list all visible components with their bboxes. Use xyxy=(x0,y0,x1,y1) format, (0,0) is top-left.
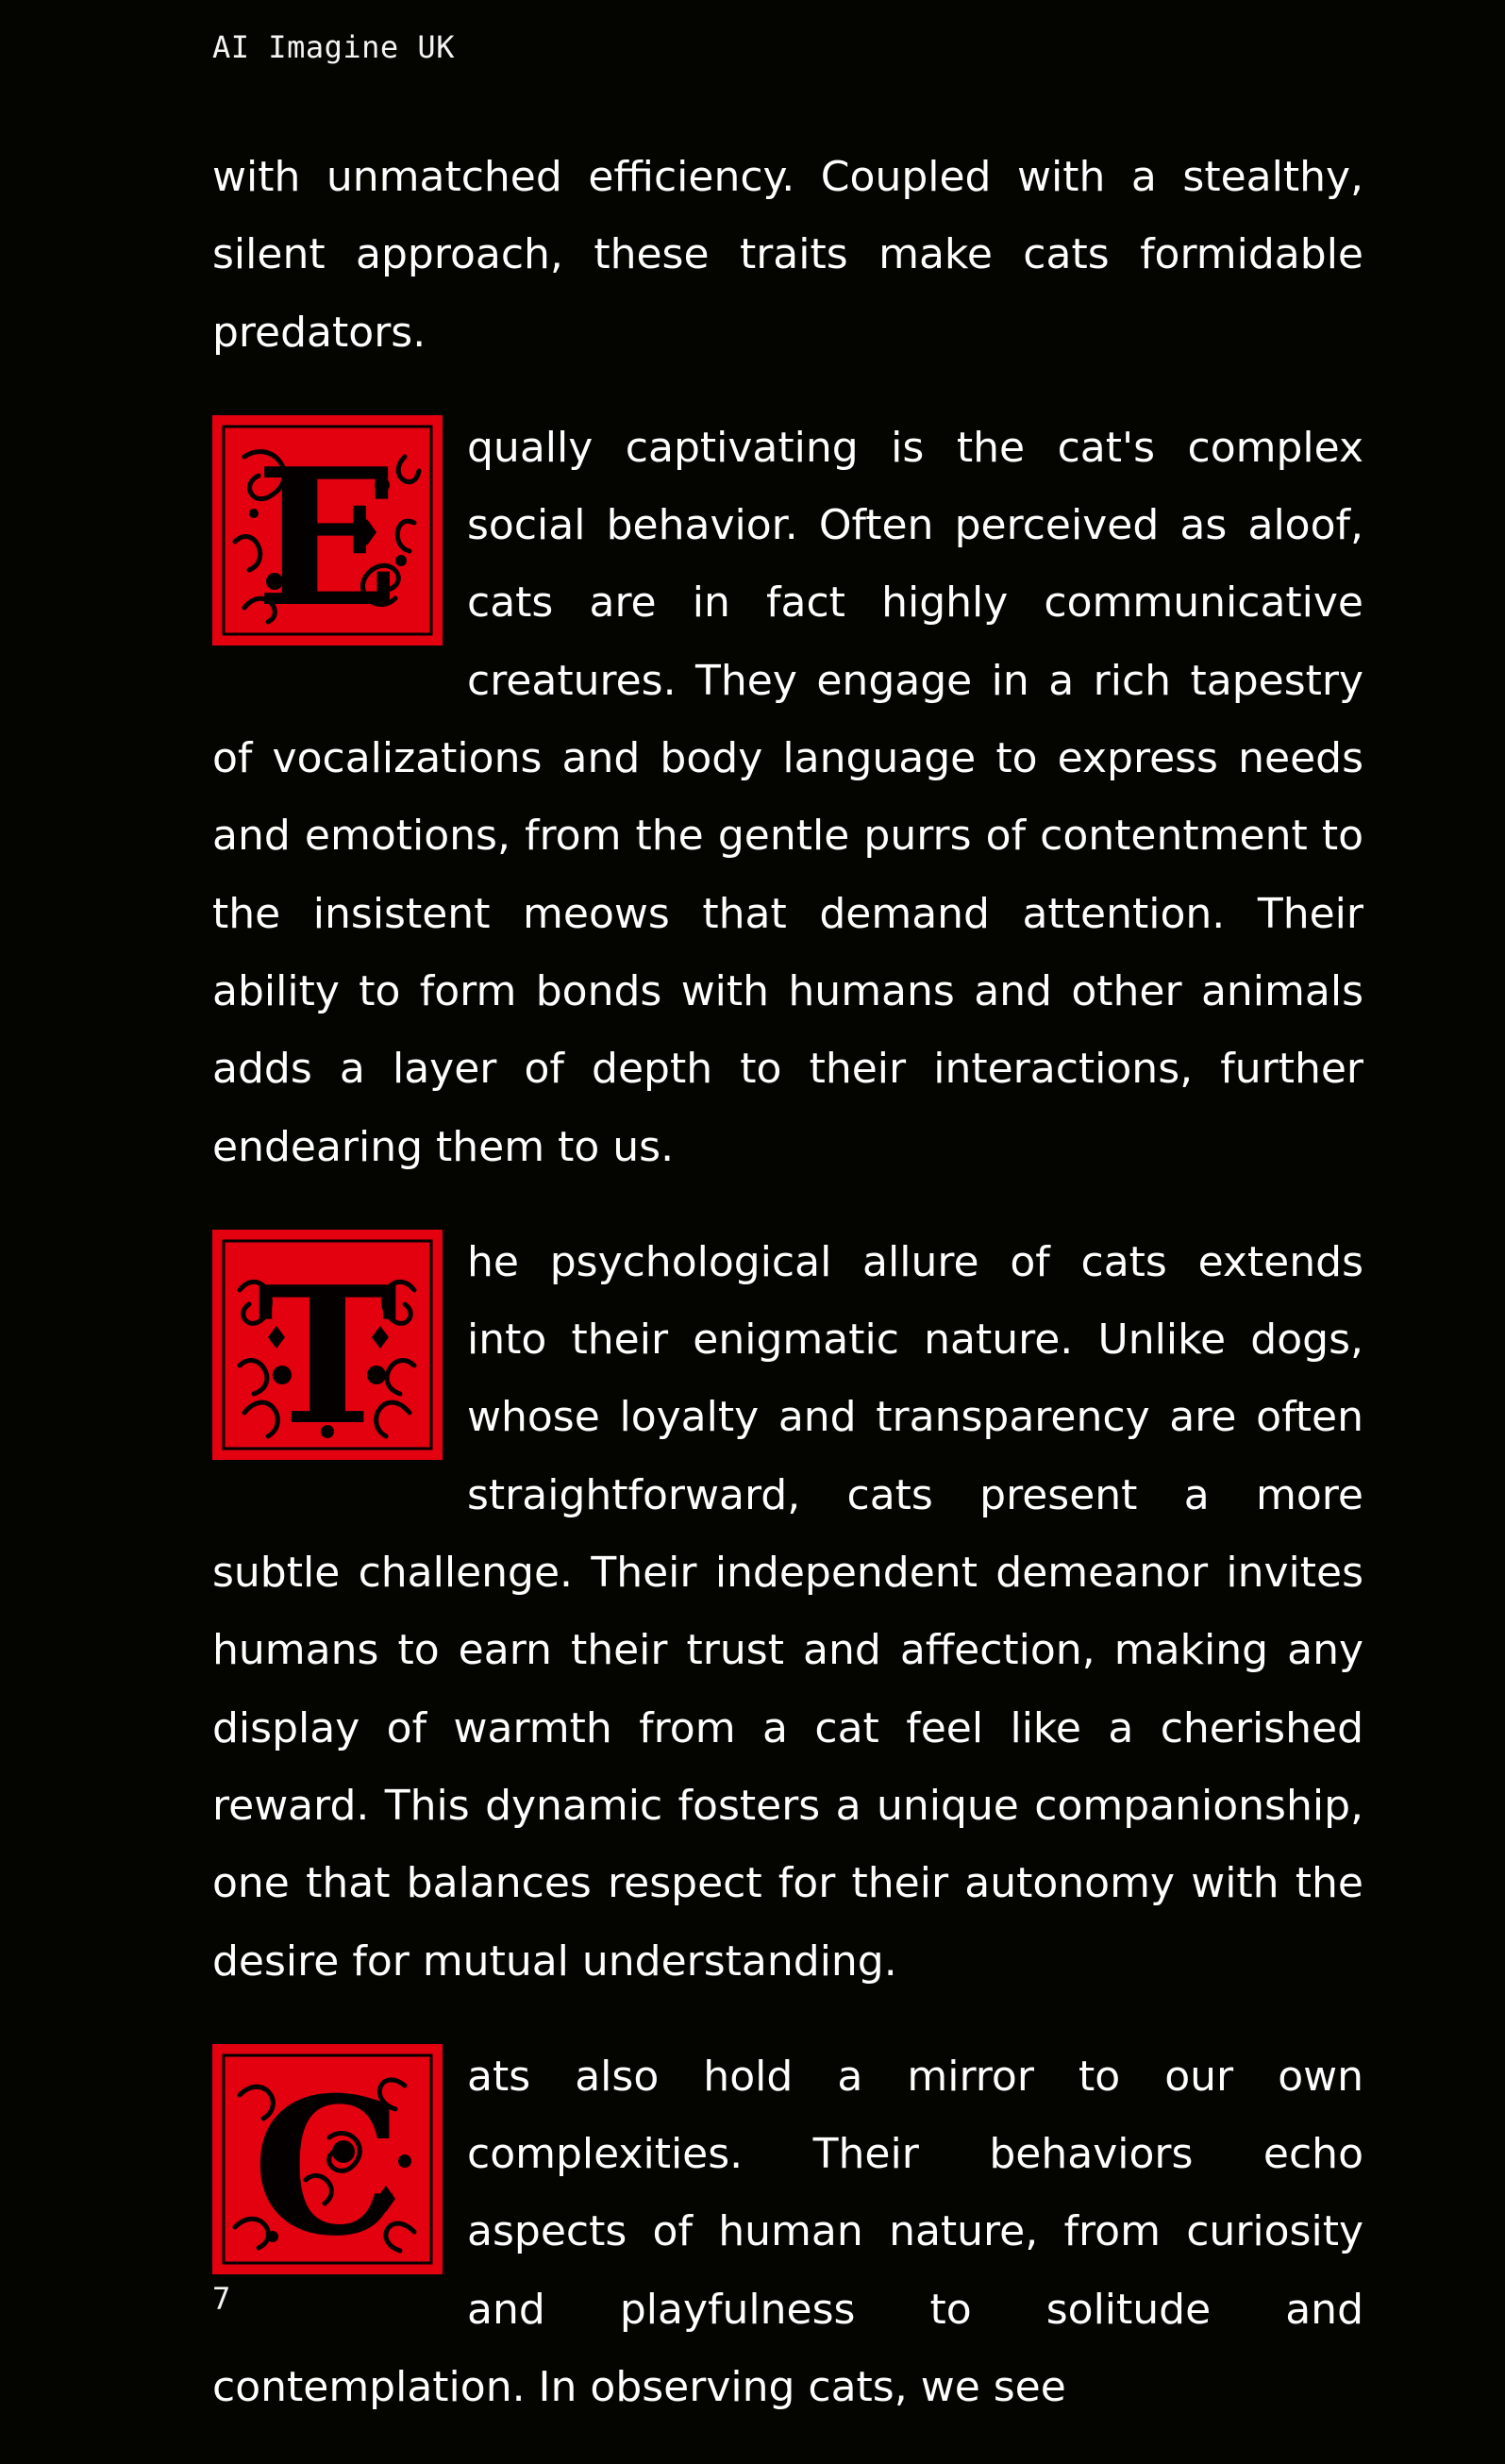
body-text xyxy=(212,139,1363,2464)
floral-dropcap-e-icon xyxy=(216,419,439,642)
dropcap-e-ornament xyxy=(212,415,443,645)
running-header: AI Imagine UK xyxy=(212,29,455,65)
paragraph-psychological xyxy=(212,1224,1363,2001)
dropcap-t-ornament xyxy=(212,1230,443,1460)
paragraph-equally xyxy=(212,410,1363,1186)
svg-text:C: C xyxy=(252,2055,403,2271)
dropcap-c-ornament xyxy=(212,2044,443,2274)
page-number: 7 xyxy=(212,2281,231,2317)
svg-text:T: T xyxy=(257,1245,398,1456)
svg-text:E: E xyxy=(255,427,400,642)
paragraph-cats-mirror xyxy=(212,2038,1363,2426)
paragraph-cats-mirror-text: ats also hold a mirror to our own complexities. Their behaviors echo aspects of human nature, from curiosity and playfulness to solitude and contemplation. In observing cats, we see xyxy=(212,2052,1363,2412)
paragraph-psychological-text: he psychological allure of cats extends into their enigmatic nature. Unlike dogs, whose loyalty and transparency are often straightforward, cats present a more subtle challenge. Their independent demeanor invites humans to earn their trust and affection, making any display of warmth from a cat feel like a cherished reward. This dynamic fosters a unique companionship, one that balances respect for their autonomy with the desire for mutual understanding. xyxy=(212,1237,1363,1986)
paragraph-continued: with unmatched efficiency. Coupled with a stealthy, silent approach, these traits make cats formidable predators. xyxy=(212,153,1363,357)
floral-dropcap-t-icon xyxy=(216,1233,439,1456)
paragraph-equally-text: qually captivating is the cat's complex social behavior. Often perceived as aloof, cats are in fact highly communicative creatures. They engage in a rich tapestry of vocalizations and body language to express needs and emotions, from the gentle purrs of contentment to the insistent meows that demand attention. Their ability to form bonds with humans and other animals adds a layer of depth to their interactions, further endearing them to us. xyxy=(212,423,1363,1171)
floral-dropcap-c-icon xyxy=(216,2048,439,2271)
